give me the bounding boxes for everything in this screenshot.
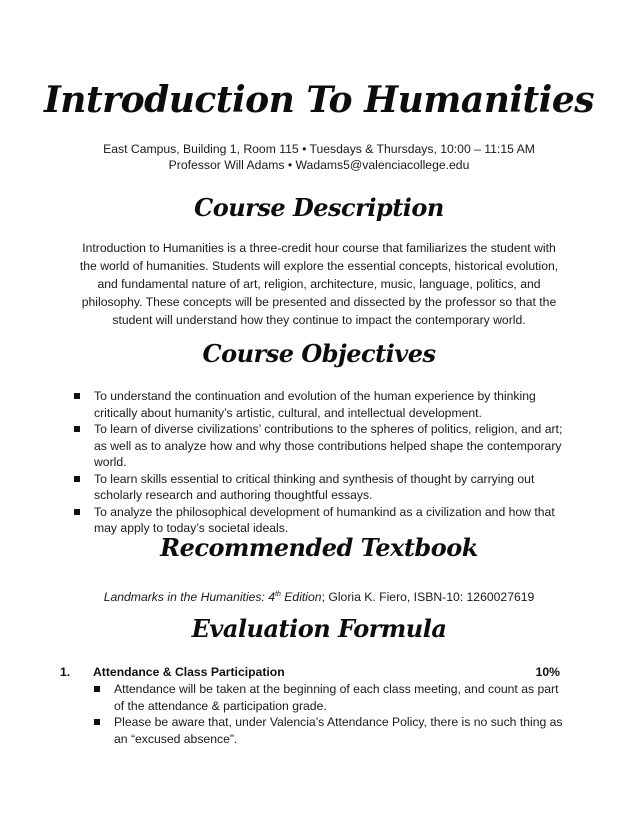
course-description-heading: Course Description [194,193,444,222]
square-bullet-icon [94,719,100,725]
recommended-textbook-heading: Recommended Textbook [160,533,478,562]
square-bullet-icon [74,393,80,399]
list-item [94,714,564,747]
evaluation-note-text: Please be aware that, under Valencia’s Attendance Policy, there is no such thing as an “excused absence”. [114,715,563,746]
textbook-author-isbn: ; Gloria K. Fiero, ISBN-10: 1260027619 [321,590,535,604]
list-item [74,471,574,504]
square-bullet-icon [74,426,80,432]
textbook-title-end: Edition [280,590,322,604]
evaluation-item-percent: 10% [535,665,560,679]
evaluation-item-number: 1. [60,665,71,679]
objective-text: To learn of diverse civilizations’ contributions to the spheres of politics, religion, and art; as well as to analyze how and why those contributions helped shape the contemporary world. [94,422,563,469]
course-description-text: Introduction to Humanities is a three-credit hour course that familiarizes the student with the world of humanities. Students will explore the essential concepts, historical evolution, and fundamental nature of art, religion, architecture, music, language, politics, and philosophy. These concepts will be presented and dissected by the professor so that the student will understand how they continue to impact the contemporary world. [79,241,559,327]
course-objectives-heading: Course Objectives [202,339,436,368]
evaluation-formula-heading: Evaluation Formula [191,614,447,643]
list-item [74,388,574,421]
objective-text: To understand the continuation and evolution of the human experience by thinking critically about humanity’s artistic, cultural, and intellectual development. [94,389,536,420]
textbook-citation [0,587,638,605]
square-bullet-icon [74,476,80,482]
evaluation-item-name: Attendance & Class Participation [93,665,285,679]
objectives-list [74,388,574,537]
list-item [94,681,564,714]
edition-superscript: th [275,591,281,598]
textbook-title: Landmarks in the Humanities: 4 [103,590,276,604]
course-location-schedule: East Campus, Building 1, Room 115 • Tuesdays & Thursdays, 10:00 – 11:15 AM [103,142,535,156]
evaluation-notes-list [94,681,564,747]
list-item [74,421,574,471]
page-title: Introduction To Humanities [43,79,595,121]
objective-text: To learn skills essential to critical thinking and synthesis of thought by carrying out scholarly research and authoring thoughtful essays. [94,471,535,502]
evaluation-note-text: Attendance will be taken at the beginning of each class meeting, and count as part of the attendance & participation grade. [114,682,559,713]
objective-text: To analyze the philosophical development of humankind as a civilization and how that may apply to today’s societal ideals. [94,504,555,535]
professor-contact: Professor Will Adams • Wadams5@valenciacollege.edu [168,158,470,172]
square-bullet-icon [74,509,80,515]
list-item [74,504,574,537]
square-bullet-icon [94,686,100,692]
